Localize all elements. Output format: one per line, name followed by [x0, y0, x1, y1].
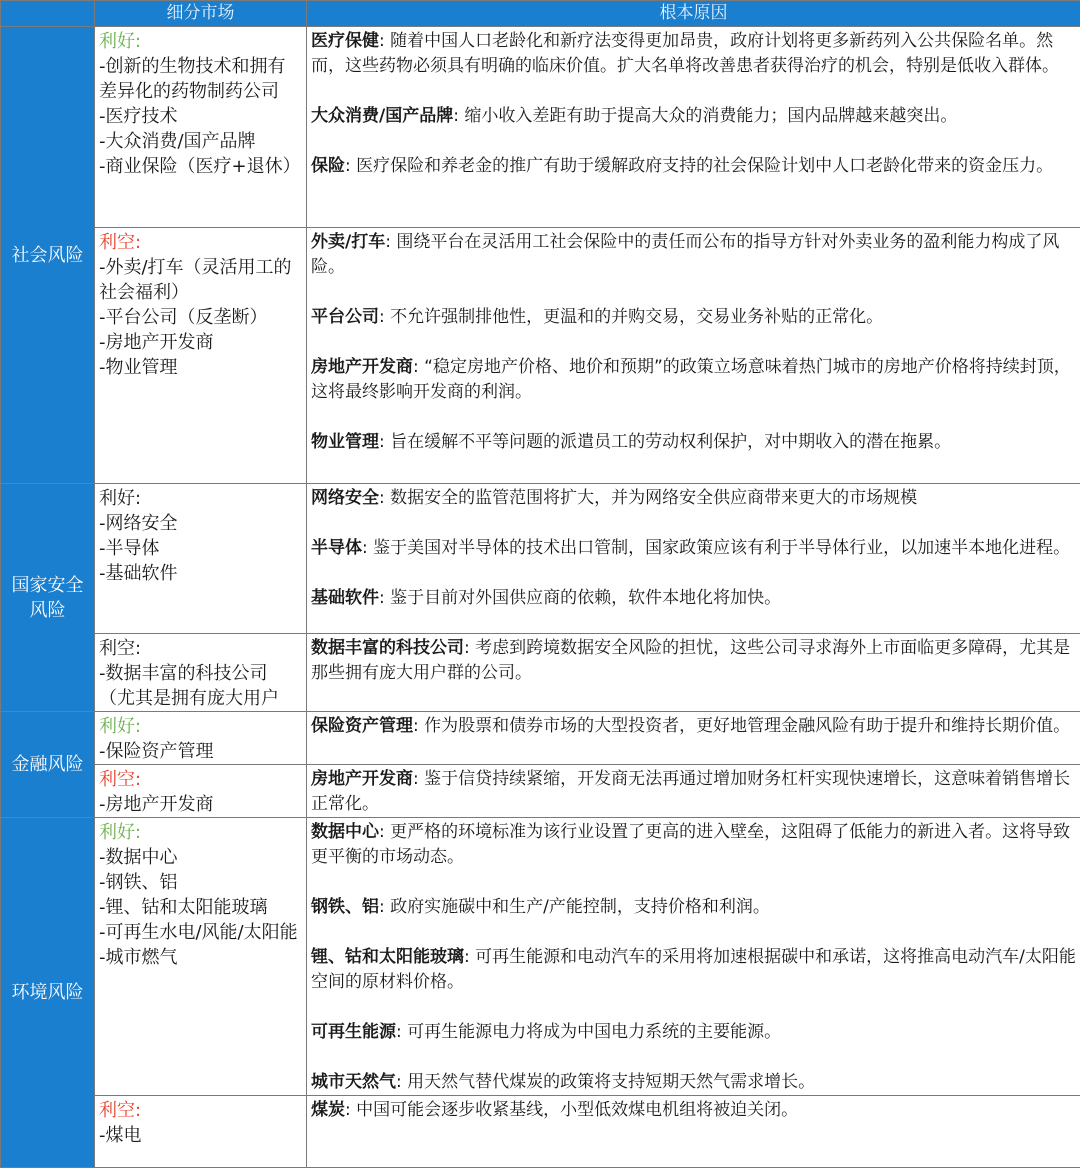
reason-para — [311, 154, 1076, 179]
reason-text: : 旨在缓解不平等问题的派遣员工的劳动权利保护，对中期收入的潜在拖累。 — [379, 432, 951, 452]
reason-keyword: 外卖/打车 — [311, 232, 385, 252]
category-environment: 环境风险 — [1, 818, 95, 1168]
segment-item: -网络安全 — [99, 511, 302, 536]
category-security: 国家安全风险 — [1, 484, 95, 712]
segment-cell — [95, 765, 307, 818]
segment-cell — [95, 634, 307, 712]
reason-text: : 随着中国人口老龄化和新疗法变得更加昂贵，政府计划将更多新药列入公共保险名单。然而，这些药物必须具有明确的临床价值。扩大名单将改善患者获得治疗的机会，特别是低收入群体。 — [311, 31, 1059, 76]
row-env-good — [1, 818, 1080, 1096]
reason-text: : 鉴于美国对半导体的技术出口管制，国家政策应该有利于半导体行业，以加速半本地化进程。 — [362, 538, 1070, 558]
reason-cell — [307, 818, 1080, 1096]
reason-para — [311, 355, 1076, 405]
segment-item: -平台公司（反垄断） — [99, 305, 302, 330]
reason-para — [311, 1020, 1076, 1045]
segment-item: （尤其是拥有庞大用户 — [99, 686, 302, 711]
reason-text: : 可再生能源和电动汽车的采用将加速根据碳中和承诺，这将推高电动汽车/太阳能空间的原材料价格。 — [311, 947, 1076, 992]
segment-item: -基础软件 — [99, 561, 302, 586]
category-finance: 金融风险 — [1, 712, 95, 818]
reason-cell — [307, 1096, 1080, 1168]
label-negative: 利空: — [99, 636, 302, 661]
segment-cell — [95, 27, 307, 228]
segment-item: -医疗技术 — [99, 104, 302, 129]
segment-item: -数据中心 — [99, 845, 302, 870]
reason-keyword: 数据丰富的科技公司 — [311, 638, 464, 658]
reason-keyword: 半导体 — [311, 538, 362, 558]
segment-item: -物业管理 — [99, 355, 302, 380]
reason-keyword: 大众消费/国产品牌 — [311, 106, 453, 126]
label-negative: 利空: — [99, 230, 302, 255]
segment-item: -半导体 — [99, 536, 302, 561]
reason-cell — [307, 634, 1080, 712]
segment-cell — [95, 484, 307, 634]
reason-text: : 更严格的环境标准为该行业设置了更高的进入壁垒，这阻碍了低能力的新进入者。这将导致更平衡的市场动态。 — [311, 822, 1070, 867]
reason-cell — [307, 765, 1080, 818]
reason-text: : 围绕平台在灵活用工社会保险中的责任而公布的指导方针对外卖业务的盈利能力构成了风险。 — [311, 232, 1059, 277]
reason-para — [311, 536, 1076, 561]
reason-text: : 医疗保险和养老金的推广有助于缓解政府支持的社会保险计划中人口老龄化带来的资金压力。 — [345, 156, 1053, 176]
segment-item: -数据丰富的科技公司 — [99, 661, 302, 686]
segment-item: -外卖/打车（灵活用工的社会福利） — [99, 255, 302, 305]
reason-keyword: 锂、钴和太阳能玻璃 — [311, 947, 464, 967]
row-social-good — [1, 27, 1080, 228]
row-security-good — [1, 484, 1080, 634]
reason-para — [311, 430, 1076, 455]
row-security-bad — [1, 634, 1080, 712]
row-env-bad — [1, 1096, 1080, 1168]
reason-cell — [307, 27, 1080, 228]
label-negative: 利空: — [99, 1098, 302, 1123]
label-negative: 利空: — [99, 767, 302, 792]
segment-cell — [95, 818, 307, 1096]
reason-keyword: 医疗保健 — [311, 31, 379, 51]
reason-cell — [307, 712, 1080, 765]
reason-text: : 不允许强制排他性，更温和的并购交易，交易业务补贴的正常化。 — [379, 307, 883, 327]
reason-keyword: 房地产开发商 — [311, 769, 413, 789]
category-social: 社会风险 — [1, 27, 95, 484]
reason-keyword: 网络安全 — [311, 488, 379, 508]
header-reason: 根本原因 — [307, 1, 1080, 27]
segment-item: -可再生水电/风能/太阳能 — [99, 920, 302, 945]
reason-para — [311, 29, 1076, 79]
label-positive: 利好: — [99, 714, 302, 739]
segment-item: -保险资产管理 — [99, 739, 302, 764]
reason-para — [311, 714, 1076, 739]
segment-item: -房地产开发商 — [99, 330, 302, 355]
reason-text: : 鉴于信贷持续紧缩，开发商无法再通过增加财务杠杆实现快速增长，这意味着销售增长正常化。 — [311, 769, 1070, 814]
reason-keyword: 城市天然气 — [311, 1072, 396, 1092]
reason-keyword: 平台公司 — [311, 307, 379, 327]
reason-text: : 用天然气替代煤炭的政策将支持短期天然气需求增长。 — [396, 1072, 815, 1092]
reason-para — [311, 636, 1076, 686]
segment-cell — [95, 712, 307, 765]
reason-keyword: 房地产开发商 — [311, 357, 413, 377]
reason-cell — [307, 484, 1080, 634]
row-social-bad — [1, 228, 1080, 484]
reason-cell — [307, 228, 1080, 484]
segment-item: -大众消费/国产品牌 — [99, 129, 302, 154]
reason-text: : 数据安全的监管范围将扩大，并为网络安全供应商带来更大的市场规模 — [379, 488, 917, 508]
reason-para — [311, 104, 1076, 129]
row-finance-bad — [1, 765, 1080, 818]
reason-text: : “稳定房地产价格、地价和预期”的政策立场意味着热门城市的房地产价格将持续封顶，这将最终影响开发商的利润。 — [311, 357, 1071, 402]
header-segment: 细分市场 — [95, 1, 307, 27]
reason-keyword: 基础软件 — [311, 588, 379, 608]
reason-para — [311, 305, 1076, 330]
reason-para — [311, 230, 1076, 280]
reason-keyword: 可再生能源 — [311, 1022, 396, 1042]
reason-keyword: 煤炭 — [311, 1100, 345, 1120]
segment-cell — [95, 1096, 307, 1168]
reason-text: : 作为股票和债券市场的大型投资者，更好地管理金融风险有助于提升和维持长期价值。 — [413, 716, 1070, 736]
label-positive: 利好: — [99, 486, 302, 511]
segment-item: -城市燃气 — [99, 945, 302, 970]
label-positive: 利好: — [99, 29, 302, 54]
header-row — [1, 1, 1080, 27]
reason-para — [311, 1070, 1076, 1095]
reason-text: : 政府实施碳中和生产/产能控制，支持价格和利润。 — [379, 897, 770, 917]
reason-keyword: 钢铁、铝 — [311, 897, 379, 917]
reason-text: : 可再生能源电力将成为中国电力系统的主要能源。 — [396, 1022, 781, 1042]
segment-item: -商业保险（医疗+退休） — [99, 154, 302, 179]
segment-item: -锂、钴和太阳能玻璃 — [99, 895, 302, 920]
reason-text: : 中国可能会逐步收紧基线，小型低效煤电机组将被迫关闭。 — [345, 1100, 798, 1120]
reason-para — [311, 820, 1076, 870]
reason-text: : 缩小收入差距有助于提高大众的消费能力；国内品牌越来越突出。 — [453, 106, 957, 126]
segment-item: -房地产开发商 — [99, 792, 302, 817]
reason-text: : 考虑到跨境数据安全风险的担忧，这些公司寻求海外上市面临更多障碍，尤其是那些拥有庞大用户群的公司。 — [311, 638, 1070, 683]
segment-item: -钢铁、铝 — [99, 870, 302, 895]
label-positive: 利好: — [99, 820, 302, 845]
reason-keyword: 保险资产管理 — [311, 716, 413, 736]
reason-para — [311, 895, 1076, 920]
segment-item: -创新的生物技术和拥有差异化的药物制药公司 — [99, 54, 302, 104]
header-corner — [1, 1, 95, 27]
row-finance-good — [1, 712, 1080, 765]
reason-text: : 鉴于目前对外国供应商的依赖，软件本地化将加快。 — [379, 588, 781, 608]
reason-para — [311, 486, 1076, 511]
reason-para — [311, 945, 1076, 995]
segment-item: -煤电 — [99, 1123, 302, 1148]
reason-keyword: 保险 — [311, 156, 345, 176]
reason-para — [311, 767, 1076, 817]
segment-cell — [95, 228, 307, 484]
reason-keyword: 物业管理 — [311, 432, 379, 452]
reason-para — [311, 586, 1076, 611]
reason-keyword: 数据中心 — [311, 822, 379, 842]
reason-para — [311, 1098, 1076, 1123]
